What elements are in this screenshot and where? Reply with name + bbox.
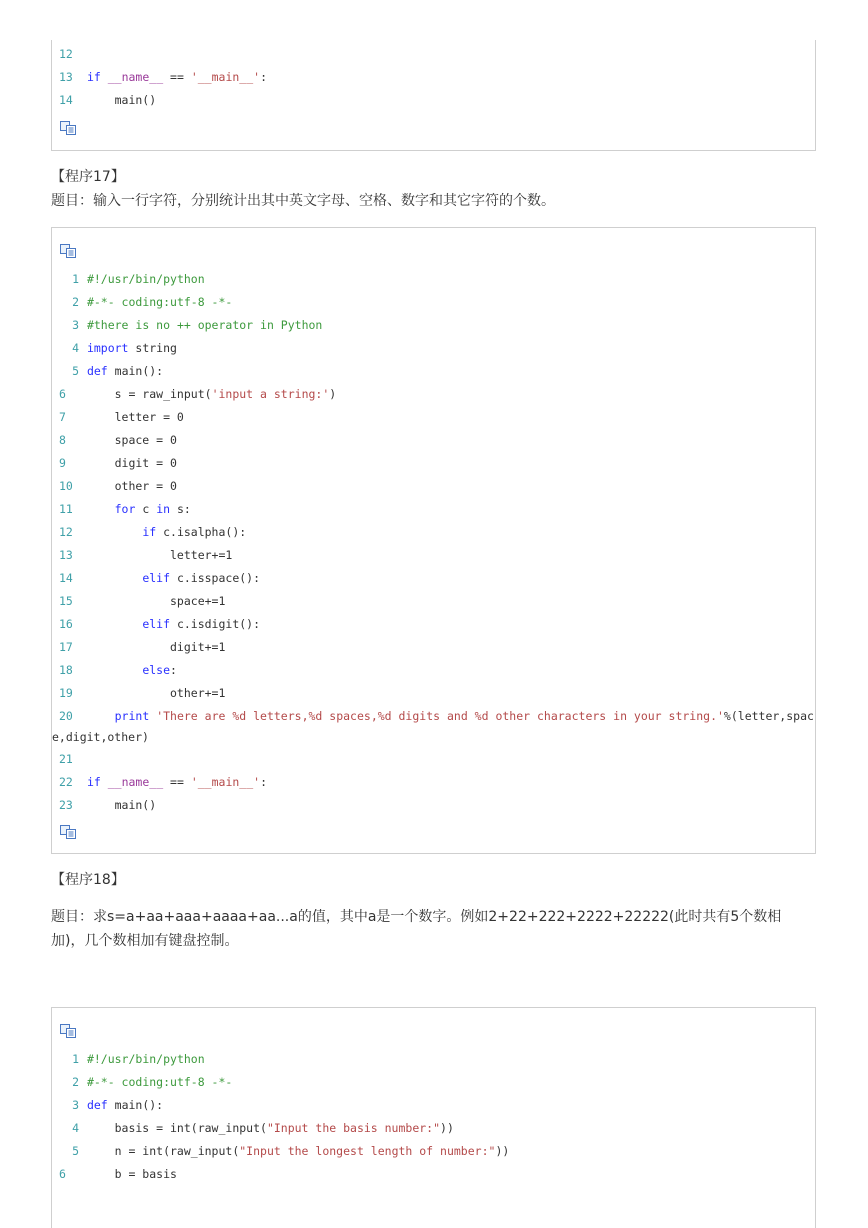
line-number: 15: [59, 594, 73, 608]
line-number: 3: [72, 1098, 79, 1112]
code-lines: [52, 1048, 815, 1186]
code-line: [52, 475, 815, 498]
code-text: b = basis: [80, 1167, 177, 1181]
code-text: #!/usr/bin/python: [86, 1052, 205, 1066]
code-text: other+=1: [80, 686, 226, 700]
code-text: #-*- coding:utf-8 -*-: [86, 295, 233, 309]
code-line: [52, 748, 815, 771]
code-line: [52, 43, 815, 66]
line-number: 10: [59, 479, 73, 493]
line-number: 4: [72, 1121, 79, 1135]
code-line: [52, 268, 815, 291]
line-number: 5: [72, 1144, 79, 1158]
line-number: 6: [59, 1167, 66, 1181]
line-number: 14: [59, 571, 73, 585]
code-text: basis = int(raw_input("Input the basis number:")): [80, 1121, 454, 1135]
copy-code-icon[interactable]: [60, 121, 77, 135]
code-text: other = 0: [80, 479, 177, 493]
program-18-question: 题目：求s=a+aa+aaa+aaaa+aa...a的值，其中a是一个数字。例如2+22+222+2222+22222(此时共有5个数相加)，几个数相加有键盘控制。: [51, 909, 782, 949]
code-lines: [52, 268, 815, 817]
code-text: space+=1: [80, 594, 226, 608]
program-17-heading: 【程序17】: [51, 169, 125, 185]
code-text: main(): [80, 798, 157, 812]
code-text: elif c.isspace():: [142, 571, 261, 585]
code-line: [52, 383, 815, 406]
code-line: [52, 613, 815, 636]
code-line: [52, 636, 815, 659]
code-line: [52, 771, 815, 794]
code-line: [52, 1163, 815, 1186]
code-line: [52, 590, 815, 613]
code-text: if __name__ == '__main__':: [86, 70, 268, 84]
code-text: #there is no ++ operator in Python: [86, 318, 323, 332]
code-line: [52, 66, 815, 89]
line-number: 18: [59, 663, 73, 677]
code-text: #-*- coding:utf-8 -*-: [86, 1075, 233, 1089]
code-line: [52, 406, 815, 429]
line-number: 13: [59, 70, 73, 84]
line-number: 11: [59, 502, 73, 516]
code-text: if __name__ == '__main__':: [86, 775, 268, 789]
code-line: [52, 89, 815, 112]
code-text: [80, 47, 87, 61]
code-block-top: [51, 40, 816, 151]
code-text: s = raw_input('input a string:'): [80, 387, 337, 401]
code-lines: [52, 43, 815, 112]
copy-code-icon[interactable]: [60, 1024, 77, 1038]
line-number: 6: [59, 387, 66, 401]
code-line: [52, 682, 815, 705]
line-number: 7: [59, 410, 66, 424]
code-block-program-17: [51, 227, 816, 854]
code-line: [52, 521, 815, 544]
code-line: [52, 360, 815, 383]
code-line: [52, 291, 815, 314]
code-line: [52, 659, 815, 682]
code-line: [52, 794, 815, 817]
code-line: [52, 1071, 815, 1094]
line-number: 17: [59, 640, 73, 654]
line-number: 21: [59, 752, 73, 766]
code-text: letter = 0: [80, 410, 184, 424]
code-text: #!/usr/bin/python: [86, 272, 205, 286]
line-number: 13: [59, 548, 73, 562]
code-text: letter+=1: [80, 548, 233, 562]
code-line: [52, 1117, 815, 1140]
code-line: [52, 567, 815, 590]
line-number: 5: [72, 364, 79, 378]
line-number: 3: [72, 318, 79, 332]
code-line: [52, 544, 815, 567]
program-17-question: 题目：输入一行字符，分别统计出其中英文字母、空格、数字和其它字符的个数。: [51, 193, 555, 209]
line-number: 20: [59, 709, 73, 723]
code-line: [52, 452, 815, 475]
code-line: [52, 337, 815, 360]
code-text: n = int(raw_input("Input the longest length of number:")): [80, 1144, 510, 1158]
code-line: [52, 314, 815, 337]
line-number: 1: [72, 1052, 79, 1066]
code-text: def main():: [86, 364, 164, 378]
code-line: [52, 1094, 815, 1117]
code-text: import string: [86, 341, 177, 355]
line-number: 12: [59, 525, 73, 539]
code-line: [52, 1140, 815, 1163]
line-number: 8: [59, 433, 66, 447]
code-text: main(): [80, 93, 157, 107]
line-number: 14: [59, 93, 73, 107]
line-number: 19: [59, 686, 73, 700]
code-line: [52, 498, 815, 521]
code-text: digit = 0: [80, 456, 177, 470]
line-number: 12: [59, 47, 73, 61]
line-number: 1: [72, 272, 79, 286]
line-number: 2: [72, 295, 79, 309]
line-number: 23: [59, 798, 73, 812]
code-text: space = 0: [80, 433, 177, 447]
copy-code-icon[interactable]: [60, 244, 77, 258]
code-text: def main():: [86, 1098, 164, 1112]
code-text: else:: [142, 663, 177, 677]
code-text: print 'There are %d letters,%d spaces,%d digits and %d other characters in your string.'%(letter,space,digit,other): [52, 709, 814, 744]
code-line: [52, 429, 815, 452]
code-block-program-18: [51, 1007, 816, 1228]
code-line: [52, 705, 815, 748]
line-number: 4: [72, 341, 79, 355]
line-number: 16: [59, 617, 73, 631]
line-number: 22: [59, 775, 73, 789]
code-line: [52, 1048, 815, 1071]
code-text: [80, 752, 87, 766]
line-number: 2: [72, 1075, 79, 1089]
code-text: elif c.isdigit():: [142, 617, 261, 631]
line-number: 9: [59, 456, 66, 470]
copy-code-icon[interactable]: [60, 825, 77, 839]
code-text: if c.isalpha():: [142, 525, 247, 539]
code-text: for c in s:: [114, 502, 191, 516]
program-18-heading: 【程序18】: [51, 872, 125, 888]
code-text: digit+=1: [80, 640, 226, 654]
